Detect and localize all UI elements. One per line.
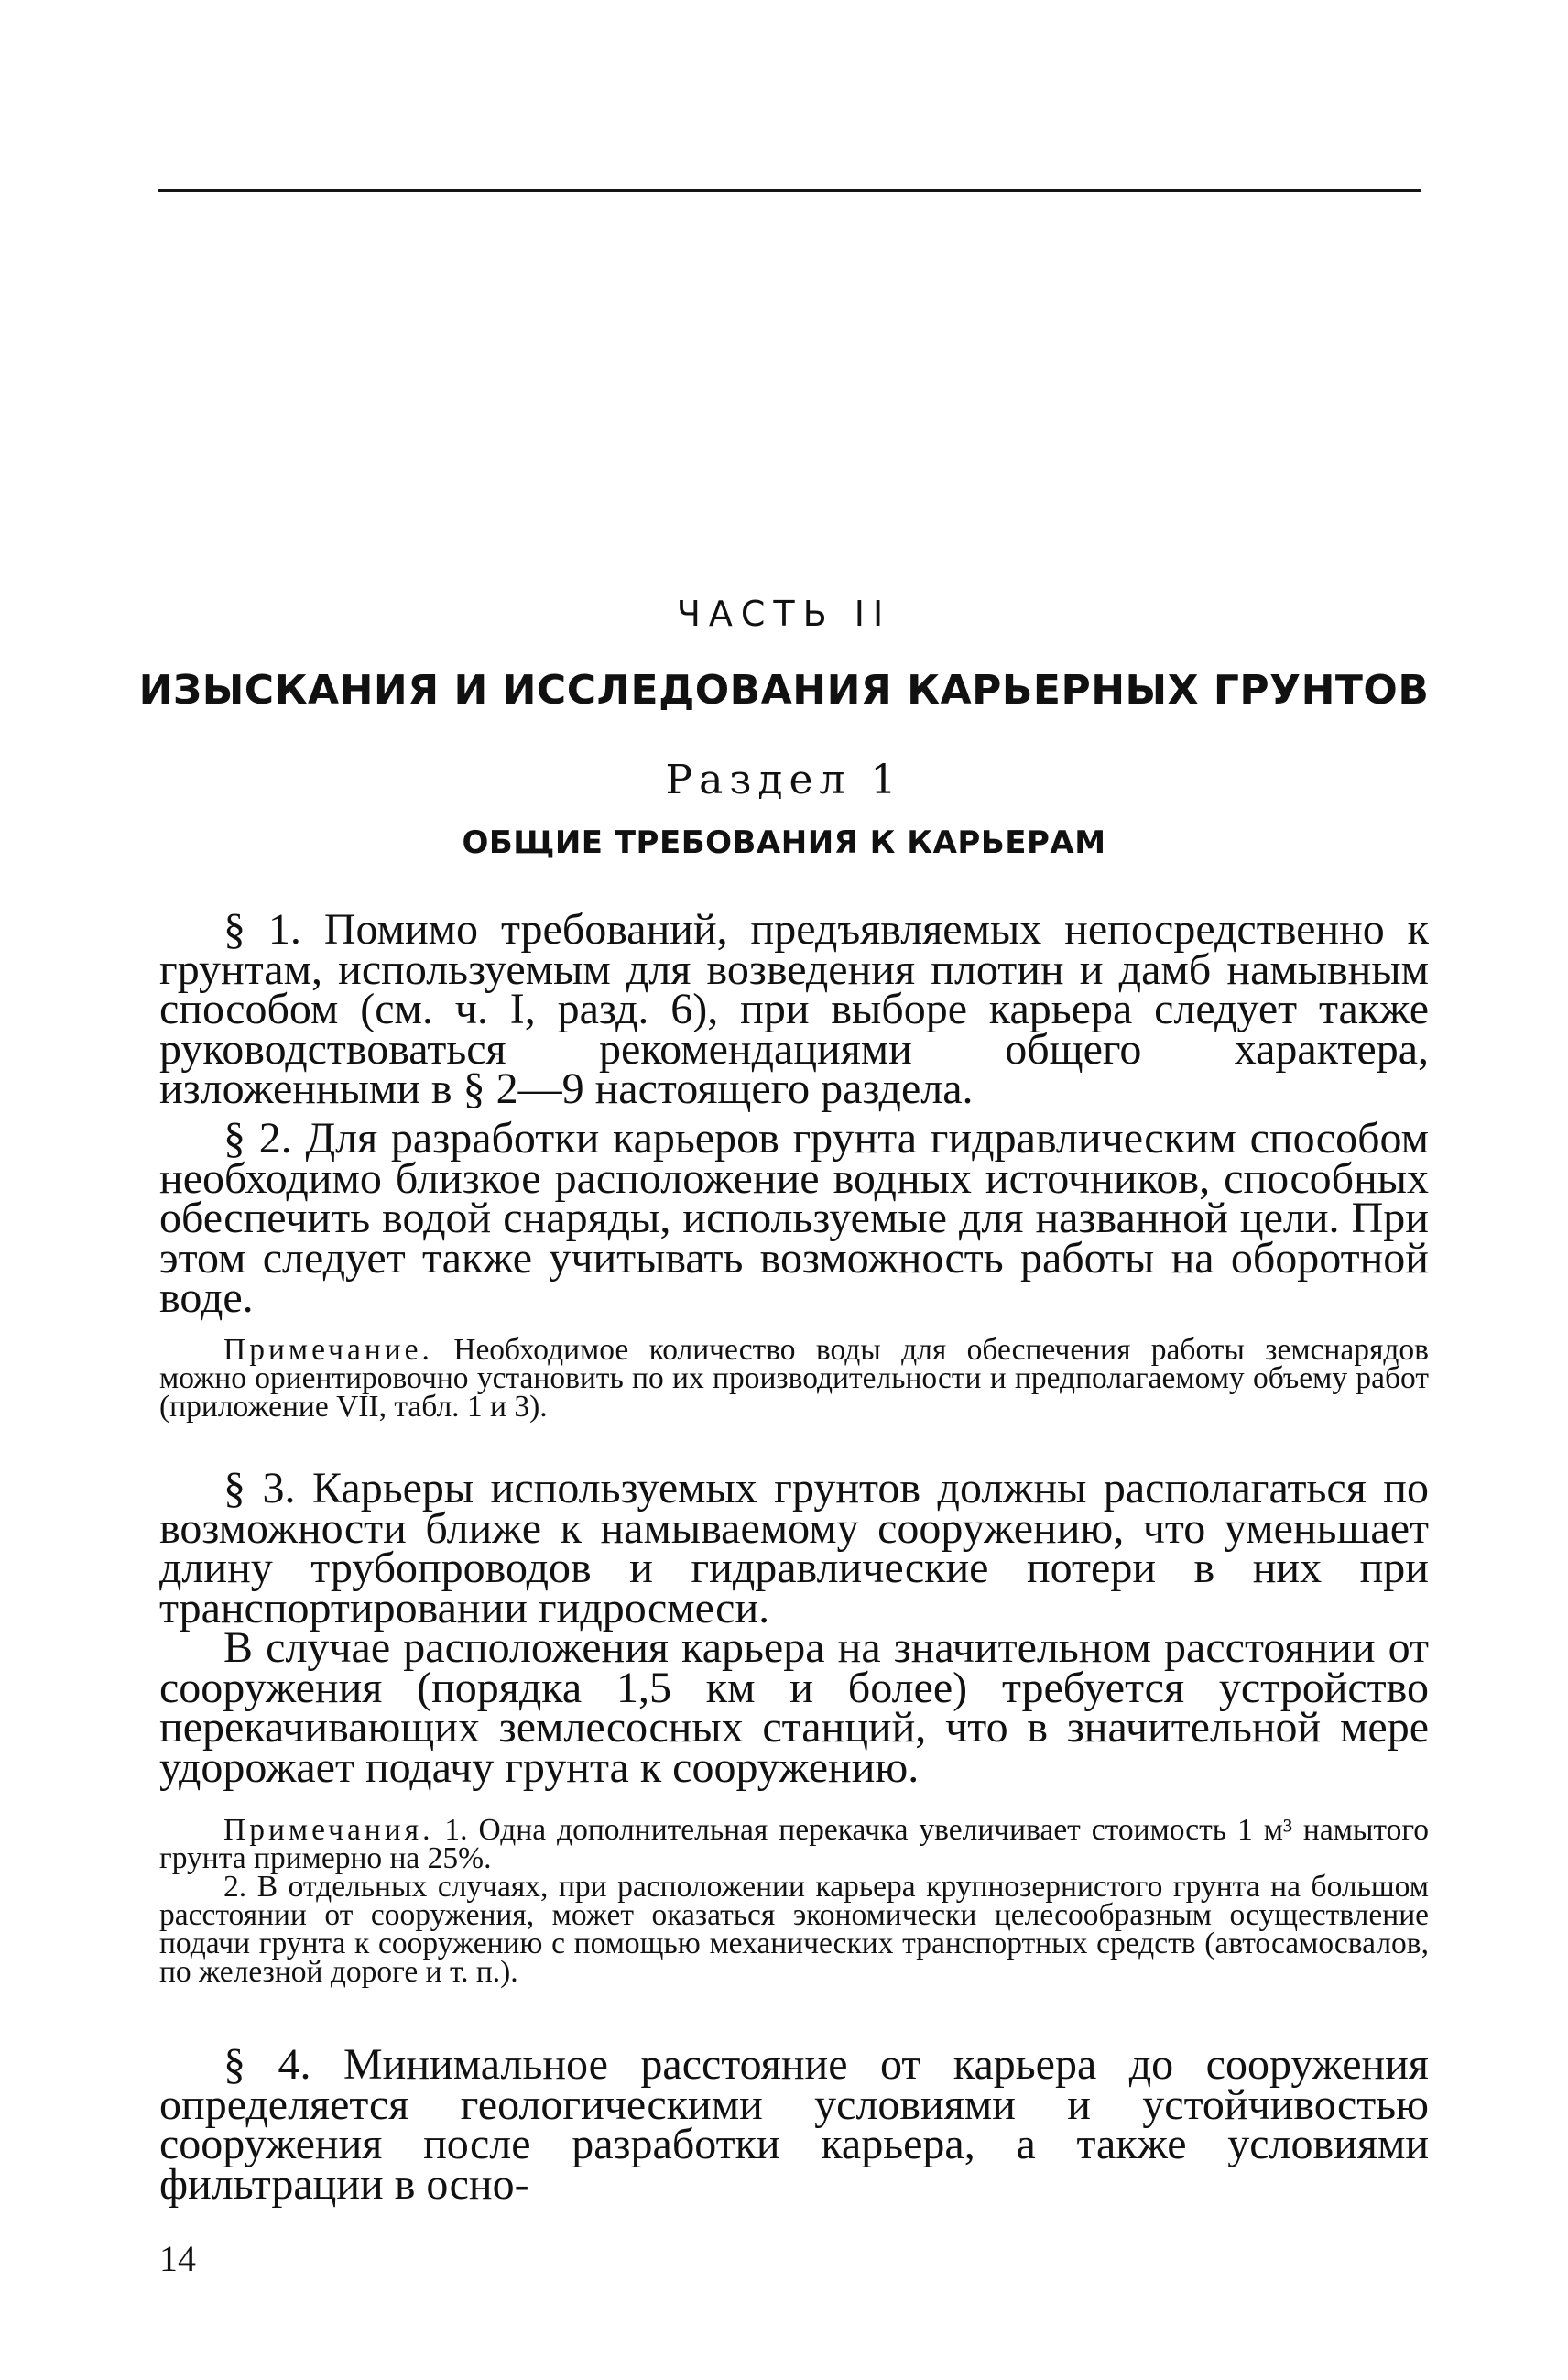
page-number: 14 bbox=[159, 2238, 196, 2279]
section-title: ОБЩИЕ ТРЕБОВАНИЯ К КАРЬЕРАМ bbox=[462, 824, 1106, 861]
top-rule bbox=[158, 189, 1421, 192]
note-1 bbox=[159, 1333, 1429, 1424]
paragraph-4: § 4. Минимальное расстояние от карьера до сооружения определяется геологическими условиями и устойчивостью сооружения после разработки карьера, а также условиями фильтрации в осно- bbox=[159, 2040, 1429, 2209]
section-label: Раздел 1 bbox=[665, 757, 903, 803]
note-2-item-2: 2. В отдельных случаях, при расположении карьера крупнозернистого грунта на большом расстоянии от сооружения, может оказаться экономически целесообразным осуществление подачи грунта к сооружению с помощью механических транспортных средств (автосамосвалов, по железной дороге и т. п.). bbox=[159, 1870, 1429, 1989]
paragraph-1-block bbox=[159, 905, 1429, 1113]
paragraph-2-block bbox=[159, 1114, 1429, 1322]
note-1-block bbox=[159, 1333, 1429, 1424]
part-label: ЧАСТЬ II bbox=[676, 594, 892, 634]
note-2-block bbox=[159, 1813, 1430, 1989]
paragraph-1: § 1. Помимо требований, предъявляемых непосредственно к грунтам, используемым для возведения плотин и дамб намывным способом (см. ч. I, разд. 6), при выборе карьера следует также руководствоваться рекомендациями общего характера, изложенными в § 2—9 настоящего раздела. bbox=[159, 905, 1429, 1113]
note-1-label: Примечание. bbox=[223, 1333, 433, 1367]
paragraph-3-block bbox=[159, 1464, 1429, 1792]
part-title: ИЗЫСКАНИЯ И ИССЛЕДОВАНИЯ КАРЬЕРНЫХ ГРУНТОВ bbox=[138, 667, 1430, 714]
note-2-item-1 bbox=[159, 1813, 1430, 1875]
paragraph-3b: В случае расположения карьера на значительном расстоянии от сооружения (порядка 1,5 км и более) требуется устройство перекачивающих землесосных станций, что в значительной мере удорожает подачу грунта к сооружению. bbox=[159, 1623, 1429, 1792]
note-1-text: Необходимое количество воды для обеспечения работы земснарядов можно ориентировочно установить по их производительности и предполагаемому объему работ (приложение VII, табл. 1 и 3). bbox=[159, 1333, 1429, 1424]
note-2-item-1-text: 1. Одна дополнительная перекачка увеличивает стоимость 1 м³ намытого грунта примерно на 25%. bbox=[159, 1813, 1430, 1875]
paragraph-2: § 2. Для разработки карьеров грунта гидравлическим способом необходимо близкое расположение водных источников, способных обеспечить водой снаряды, используемые для названной цели. При этом следует также учитывать возможность работы на оборотной воде. bbox=[159, 1114, 1429, 1322]
paragraph-3a: § 3. Карьеры используемых грунтов должны располагаться по возможности ближе к намываемому сооружению, что уменьшает длину трубопроводов и гидравлические потери в них при транспортировании гидросмеси. bbox=[159, 1464, 1429, 1632]
paragraph-4-block bbox=[159, 2040, 1429, 2209]
note-2-label: Примечания. bbox=[223, 1813, 434, 1847]
